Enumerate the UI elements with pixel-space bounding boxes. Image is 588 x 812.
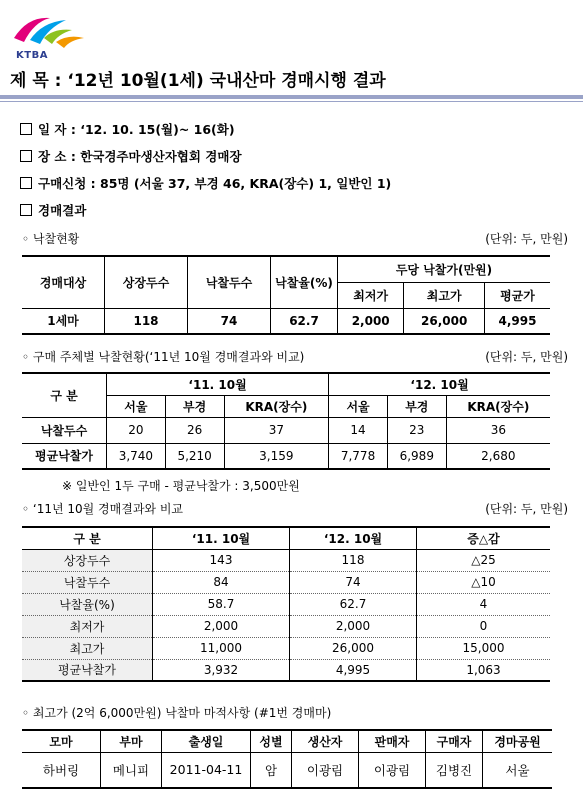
- table-cell: 2,000: [153, 615, 290, 637]
- table-row: [22, 752, 552, 788]
- row-label: 낙찰율(%): [22, 593, 153, 615]
- table-cell: 62.7: [290, 593, 417, 615]
- header-col: KRA(장수): [224, 395, 329, 417]
- cell-seller: 이광림: [359, 752, 426, 788]
- header-racecourse: 경마공원: [483, 730, 553, 752]
- header-year-b: ‘12. 10월: [290, 527, 417, 549]
- section3-title: ◦ ‘11년 10월 경매결과와 비교: [22, 502, 184, 516]
- header-year-a: ‘11. 10월: [153, 527, 290, 549]
- row-label: 평균낙찰가: [22, 659, 153, 681]
- table-cell: 3,932: [153, 659, 290, 681]
- cell-buyer: 김병진: [426, 752, 483, 788]
- row-label: 평균낙찰가: [22, 443, 107, 469]
- table-cell: 26: [165, 417, 224, 443]
- info-date: [20, 120, 235, 138]
- checkbox-icon: [20, 177, 32, 189]
- section2-title: ◦ 구매 주체별 낙찰현황(‘11년 10월 경매결과와 비교): [22, 350, 305, 364]
- table-row: [22, 593, 550, 615]
- info-applicants: [20, 174, 391, 192]
- table-cell: 1,063: [417, 659, 551, 681]
- header-sire: 부마: [101, 730, 162, 752]
- table-cell: 3,159: [224, 443, 329, 469]
- checkbox-icon: [20, 123, 32, 135]
- header-year-a: ‘11. 10월: [107, 373, 329, 395]
- section1-unit: (단위: 두, 만원): [485, 232, 568, 246]
- ktba-logo: [10, 8, 90, 60]
- header-diff: 증△감: [417, 527, 551, 549]
- header-price-group: 두당 낙찰가(만원): [338, 256, 551, 282]
- header-rate: 낙찰율(%): [271, 256, 338, 308]
- header-birthdate: 출생일: [162, 730, 251, 752]
- header-col: 부경: [165, 395, 224, 417]
- header-max: 최고가: [404, 282, 485, 308]
- cell-listed: 118: [105, 308, 188, 334]
- header-col: 서울: [107, 395, 166, 417]
- table-cell: △25: [417, 549, 551, 571]
- logo-swoosh-icon: [10, 8, 90, 52]
- title-divider: [0, 95, 583, 99]
- info-applicants-text: 구매신청 : 85명 (서울 37, 부경 46, KRA(장수) 1, 일반인 1): [38, 176, 392, 191]
- table-cell: 84: [153, 571, 290, 593]
- cell-dam: 하버링: [22, 752, 101, 788]
- table-cell: 2,000: [290, 615, 417, 637]
- table-cell: 5,210: [165, 443, 224, 469]
- table-row: [22, 308, 550, 334]
- cell-sire: 메니피: [101, 752, 162, 788]
- header-col: KRA(장수): [446, 395, 550, 417]
- table-cell: 58.7: [153, 593, 290, 615]
- header-avg: 평균가: [484, 282, 550, 308]
- top-horse-table: [22, 729, 552, 789]
- header-target: 경매대상: [22, 256, 105, 308]
- table-cell: 26,000: [290, 637, 417, 659]
- table-row: [22, 637, 550, 659]
- table-cell: 7,778: [329, 443, 388, 469]
- info-place-text: 장 소 : 한국경주마생산자협회 경매장: [38, 149, 242, 164]
- table-row: [22, 659, 550, 681]
- cell-rate: 62.7: [271, 308, 338, 334]
- section2-note: ※ 일반인 1두 구매 - 평균낙찰가 : 3,500만원: [62, 479, 300, 493]
- table-cell: 23: [387, 417, 446, 443]
- checkbox-icon: [20, 204, 32, 216]
- header-dam: 모마: [22, 730, 101, 752]
- cell-racecourse: 서울: [483, 752, 553, 788]
- cell-breeder: 이광림: [292, 752, 359, 788]
- table-cell: 2,680: [446, 443, 550, 469]
- header-seller: 판매자: [359, 730, 426, 752]
- info-place: [20, 147, 242, 165]
- table-cell: 4,995: [290, 659, 417, 681]
- cell-max: 26,000: [404, 308, 485, 334]
- row-label: 상장두수: [22, 549, 153, 571]
- table-row: [22, 443, 550, 469]
- header-sex: 성별: [251, 730, 292, 752]
- table-cell: 3,740: [107, 443, 166, 469]
- bid-status-table: [22, 255, 550, 335]
- checkbox-icon: [20, 150, 32, 162]
- table-cell: 37: [224, 417, 329, 443]
- cell-sold: 74: [188, 308, 271, 334]
- page-title: 제 목 : ‘12년 10월(1세) 국내산마 경매시행 결과: [10, 71, 386, 91]
- table-row: [22, 417, 550, 443]
- header-col: 부경: [387, 395, 446, 417]
- header-min: 최저가: [338, 282, 404, 308]
- table-cell: 143: [153, 549, 290, 571]
- section1-title: ◦ 낙찰현황: [22, 232, 80, 246]
- table-cell: 6,989: [387, 443, 446, 469]
- section3-unit: (단위: 두, 만원): [485, 502, 568, 516]
- table-cell: △10: [417, 571, 551, 593]
- table-cell: 74: [290, 571, 417, 593]
- table-cell: 0: [417, 615, 551, 637]
- table-cell: 36: [446, 417, 550, 443]
- info-date-text: 일 자 : ‘12. 10. 15(월)~ 16(화): [38, 122, 235, 137]
- cell-min: 2,000: [338, 308, 404, 334]
- row-label: 낙찰두수: [22, 417, 107, 443]
- table-cell: 118: [290, 549, 417, 571]
- cell-birthdate: 2011-04-11: [162, 752, 251, 788]
- row-label: 최고가: [22, 637, 153, 659]
- info-results: [20, 201, 86, 219]
- header-buyer: 구매자: [426, 730, 483, 752]
- table-row: [22, 571, 550, 593]
- cell-avg: 4,995: [484, 308, 550, 334]
- table-cell: 4: [417, 593, 551, 615]
- table-cell: 20: [107, 417, 166, 443]
- row-label: 낙찰두수: [22, 571, 153, 593]
- buyer-status-table: [22, 372, 550, 470]
- comparison-table: [22, 526, 550, 682]
- header-division: 구 분: [22, 373, 107, 417]
- info-results-text: 경매결과: [38, 203, 87, 218]
- cell-sex: 암: [251, 752, 292, 788]
- row-label: 최저가: [22, 615, 153, 637]
- section2-unit: (단위: 두, 만원): [485, 350, 568, 364]
- table-cell: 11,000: [153, 637, 290, 659]
- header-breeder: 생산자: [292, 730, 359, 752]
- header-year-b: ‘12. 10월: [329, 373, 550, 395]
- header-sold: 낙찰두수: [188, 256, 271, 308]
- title-divider-thin: [0, 101, 583, 102]
- table-cell: 14: [329, 417, 388, 443]
- header-division: 구 분: [22, 527, 153, 549]
- header-listed: 상장두수: [105, 256, 188, 308]
- logo-text: KTBA: [16, 50, 48, 61]
- table-row: [22, 615, 550, 637]
- table-cell: 15,000: [417, 637, 551, 659]
- table-row: [22, 549, 550, 571]
- section4-title: ◦ 최고가 (2억 6,000만원) 낙찰마 마적사항 (#1번 경매마): [22, 706, 332, 720]
- header-col: 서울: [329, 395, 388, 417]
- cell-target: 1세마: [22, 308, 105, 334]
